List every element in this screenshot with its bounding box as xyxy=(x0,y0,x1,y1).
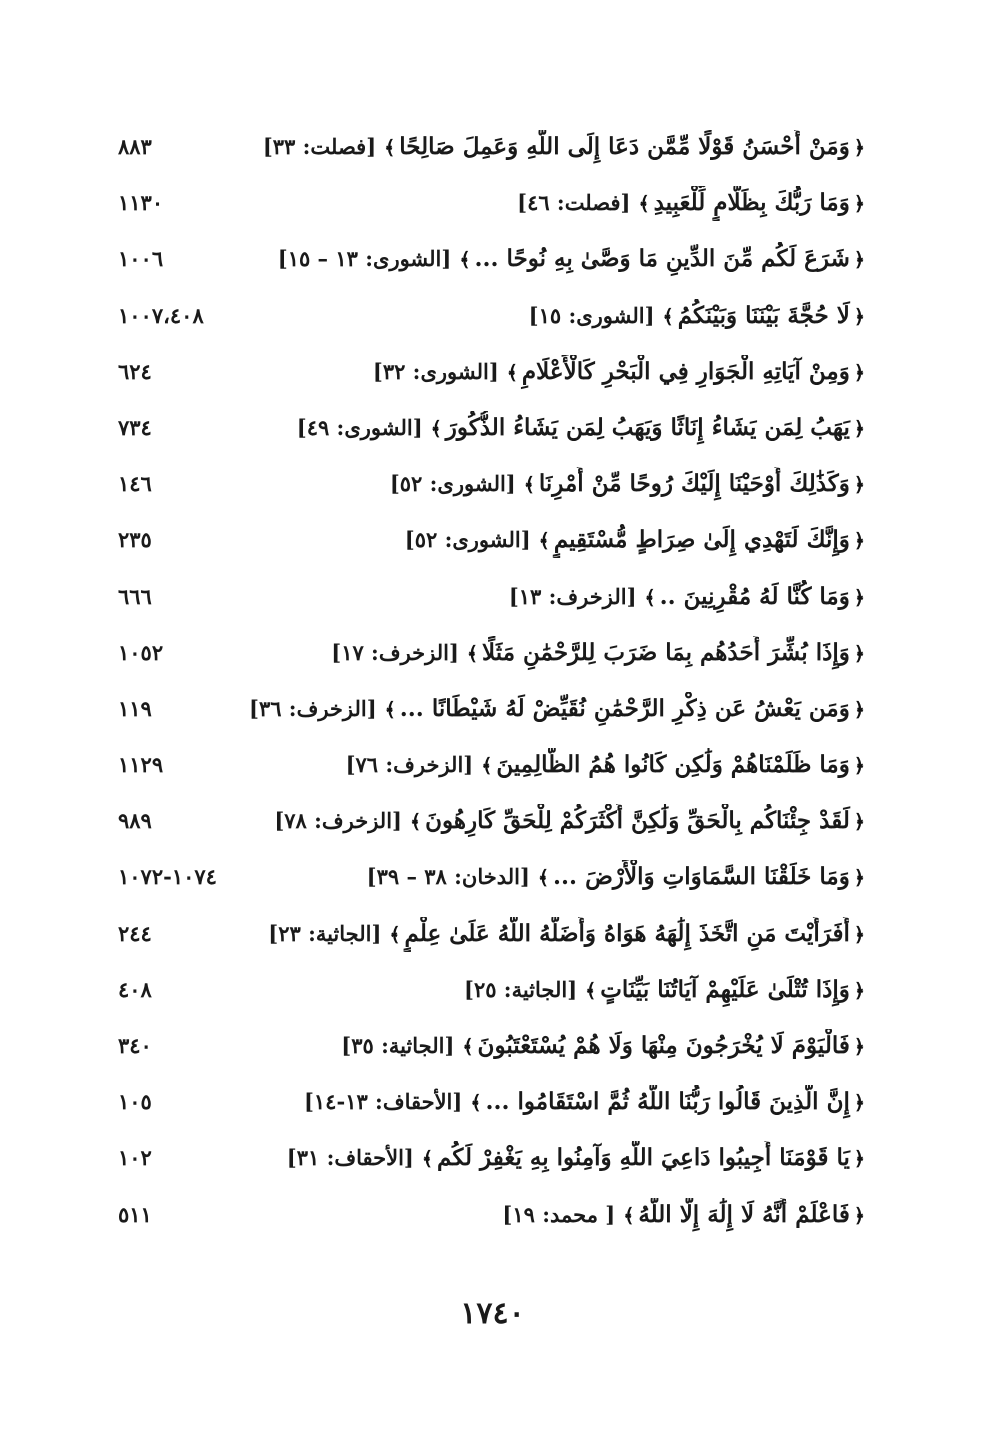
verse-entry xyxy=(367,860,867,895)
verse-reference: [الشورى: ٥٢] xyxy=(389,471,516,497)
verse-reference: [الزخرف: ١٣] xyxy=(508,583,637,609)
verse-reference: [الأحقاف: ١٣-١٤] xyxy=(303,1089,463,1115)
verse-entry xyxy=(346,748,867,783)
ornament-open-icon: ﴿ xyxy=(853,474,865,497)
ornament-close-icon: ﴾ xyxy=(662,305,674,328)
verse-reference: [الدخان: ٣٨ – ٣٩] xyxy=(366,864,530,890)
verse-text: وَمَا كُنَّا لَهُ مُقْرِنِينَ .. xyxy=(659,582,850,610)
ornament-close-icon: ﴾ xyxy=(389,923,401,946)
page-references: ١١٢٩ xyxy=(118,752,164,778)
verse-entry xyxy=(464,973,867,1008)
ornament-close-icon: ﴾ xyxy=(462,1036,474,1058)
ornament-open-icon: ﴿ xyxy=(853,755,865,778)
page-references: ٦٦٦ xyxy=(118,583,152,609)
verse-entry xyxy=(517,186,867,221)
ornament-close-icon: ﴾ xyxy=(430,417,442,440)
verse-text: وَإِنَّكَ لَتَهْدِي إِلَىٰ صِرَاطٍ مُّسْتَقِيمٍ xyxy=(553,526,850,554)
page-references: ٩٨٩ xyxy=(118,808,152,834)
verse-entry xyxy=(274,804,867,839)
verse-text: شَرَعَ لَكُم مِّنَ الدِّينِ مَا وَصَّىٰ بِهِ نُوحًا ... xyxy=(474,245,850,273)
index-row xyxy=(0,343,985,399)
index-row xyxy=(0,568,985,624)
verse-reference: [الشورى: ٣٢] xyxy=(372,358,499,384)
verse-reference: [الجاثية: ٣٥] xyxy=(341,1033,455,1058)
ornament-open-icon: ﴿ xyxy=(853,867,865,890)
verse-text: لَا حُجَّةَ بَيْنَنَا وَبَيْنَكُمُ xyxy=(677,301,850,329)
verse-reference: [الزخرف: ١٧] xyxy=(331,639,459,665)
ornament-open-icon: ﴿ xyxy=(853,1148,865,1171)
ornament-close-icon: ﴾ xyxy=(466,642,479,665)
page-references: ٤٠٨ xyxy=(118,976,152,1002)
page-references: ٣٤٠ xyxy=(118,1033,152,1058)
verse-text: وَإِذَا تُتْلَىٰ عَلَيْهِمْ آيَاتُنَا بَيِّنَاتٍ xyxy=(600,975,850,1003)
verse-text: وَإِذَا بُشِّرَ أَحَدُهُم بِمَا ضَرَبَ لِلرَّحْمَٰنِ مَثَلًا xyxy=(482,638,850,666)
page-references: ١٠٠٦ xyxy=(118,246,164,272)
verse-entry xyxy=(287,1141,867,1176)
index-row xyxy=(0,230,985,286)
verse-entry xyxy=(304,1085,867,1120)
index-row xyxy=(0,1017,985,1073)
verse-entry xyxy=(390,467,867,502)
verse-entry xyxy=(263,130,867,165)
index-row xyxy=(0,736,985,792)
verse-reference: [الشورى: ٥٢] xyxy=(404,527,531,553)
verse-reference: [فصلت: ٤٦] xyxy=(517,190,631,216)
verse-text: وَمِنْ آيَاتِهِ الْجَوَارِ فِي الْبَحْرِ كَالْأَعْلَامِ xyxy=(521,357,850,385)
page-number: ١٧٤٠ xyxy=(460,1296,525,1331)
verse-text: يَهَبُ لِمَن يَشَاءُ إِنَاثًا وَيَهَبُ لِمَن يَشَاءُ الذُّكُورَ xyxy=(445,413,850,441)
index-row xyxy=(0,1129,985,1185)
verse-text: وَمَا خَلَقْنَا السَّمَاوَاتِ وَالْأَرْضَ ... xyxy=(553,863,850,891)
index-row xyxy=(0,511,985,567)
page-references: ١٠٥ xyxy=(118,1089,152,1115)
verse-reference: [الشورى: ١٥] xyxy=(528,302,655,328)
page-references: ٢٣٥ xyxy=(118,527,152,553)
ornament-close-icon: ﴾ xyxy=(459,249,471,272)
verse-reference: [الجاثية: ٢٣] xyxy=(268,920,382,946)
verse-entry xyxy=(297,411,867,446)
verse-entry xyxy=(405,523,867,558)
ornament-open-icon: ﴿ xyxy=(853,530,865,553)
verse-reference: [فصلت: ٣٣] xyxy=(262,134,377,159)
page-references: ٦٢٤ xyxy=(118,358,152,384)
page-references: ١١٩ xyxy=(118,695,152,721)
page-references: ٢٤٤ xyxy=(118,920,152,946)
verse-text: فَالْيَوْمَ لَا يُخْرَجُونَ مِنْهَا وَلَا هُمْ يُسْتَعْتَبُونَ xyxy=(477,1032,850,1059)
ornament-close-icon: ﴾ xyxy=(537,867,550,890)
ornament-open-icon: ﴿ xyxy=(853,698,865,721)
verse-entry xyxy=(341,1029,867,1064)
verse-text: وَمَن يَعْشُ عَن ذِكْرِ الرَّحْمَٰنِ نُقَيِّضْ لَهُ شَيْطَانًا ... xyxy=(399,694,850,722)
verse-reference: [الزخرف: ٣٦] xyxy=(249,695,377,721)
verse-text: لَقَدْ جِئْنَاكُم بِالْحَقِّ وَلَٰكِنَّ أَكْثَرَكُمْ لِلْحَقِّ كَارِهُونَ xyxy=(425,807,850,835)
ornament-open-icon: ﴿ xyxy=(853,923,865,946)
index-row xyxy=(0,399,985,455)
ornament-close-icon: ﴾ xyxy=(481,755,493,778)
verse-entry xyxy=(373,355,867,390)
verse-text: إِنَّ الَّذِينَ قَالُوا رَبُّنَا اللَّهُ ثُمَّ اسْتَقَامُوا ... xyxy=(485,1088,850,1116)
verse-entry xyxy=(502,1198,867,1233)
verse-reference: [الشورى: ١٣ – ١٥] xyxy=(277,246,452,272)
ornament-close-icon: ﴾ xyxy=(409,811,422,834)
verse-entry xyxy=(278,242,867,277)
ornament-open-icon: ﴿ xyxy=(853,1036,865,1058)
verse-text: وَمَا رَبُّكَ بِظَلَّامٍ لِّلْعَبِيدِ xyxy=(653,189,850,217)
verse-text: وَمَا ظَلَمْنَاهُمْ وَلَٰكِن كَانُوا هُمُ الظَّالِمِينَ xyxy=(496,751,850,779)
verse-reference: [الجاثية: ٢٥] xyxy=(464,976,578,1002)
verse-text: وَكَذَٰلِكَ أَوْحَيْنَا إِلَيْكَ رُوحًا مِّنْ أَمْرِنَا xyxy=(538,470,850,498)
ornament-open-icon: ﴿ xyxy=(853,193,865,216)
page-references: ١٠٢ xyxy=(118,1145,152,1171)
ornament-close-icon: ﴾ xyxy=(644,586,656,609)
verse-reference: [الزخرف: ٧٦] xyxy=(345,752,474,778)
ornament-open-icon: ﴿ xyxy=(853,1092,865,1115)
ornament-open-icon: ﴿ xyxy=(853,811,865,834)
verse-entry xyxy=(331,636,867,671)
verse-index-list xyxy=(0,118,985,1242)
index-row xyxy=(0,1186,985,1242)
ornament-open-icon: ﴿ xyxy=(853,979,865,1002)
page-references: ١٠٠٧،٤٠٨ xyxy=(118,302,204,328)
page-references: ١١٣٠ xyxy=(118,190,164,216)
verse-entry xyxy=(268,917,867,952)
ornament-close-icon: ﴾ xyxy=(585,979,597,1002)
verse-reference: [الأحقاف: ٣١] xyxy=(286,1145,414,1171)
index-row xyxy=(0,961,985,1017)
ornament-open-icon: ﴿ xyxy=(853,642,865,665)
ornament-close-icon: ﴾ xyxy=(523,474,535,497)
verse-entry xyxy=(529,299,867,334)
verse-reference: [ محمد: ١٩] xyxy=(502,1201,616,1227)
ornament-close-icon: ﴾ xyxy=(638,193,650,216)
page-references: ٧٣٤ xyxy=(118,414,152,440)
page-references: ١٤٦ xyxy=(118,471,152,497)
ornament-open-icon: ﴿ xyxy=(853,417,865,440)
index-row xyxy=(0,848,985,904)
ornament-open-icon: ﴿ xyxy=(853,361,865,384)
verse-text: فَاعْلَمْ أَنَّهُ لَا إِلَٰهَ إِلَّا اللَّهُ xyxy=(638,1200,850,1228)
ornament-open-icon: ﴿ xyxy=(853,305,865,328)
index-row xyxy=(0,287,985,343)
index-row xyxy=(0,680,985,736)
page-references: ١٠٧٤-١٠٧٢ xyxy=(118,864,217,890)
ornament-open-icon: ﴿ xyxy=(853,137,865,159)
verse-text: يَا قَوْمَنَا أَجِيبُوا دَاعِيَ اللَّهِ وَآمِنُوا بِهِ يَغْفِرْ لَكُم xyxy=(437,1144,850,1172)
verse-reference: [الشورى: ٤٩] xyxy=(296,414,423,440)
index-row xyxy=(0,118,985,174)
ornament-close-icon: ﴾ xyxy=(538,530,550,553)
index-row xyxy=(0,1073,985,1129)
ornament-close-icon: ﴾ xyxy=(623,1204,635,1227)
index-row xyxy=(0,624,985,680)
index-row xyxy=(0,174,985,230)
verse-text: وَمَنْ أَحْسَنُ قَوْلًا مِّمَّن دَعَا إِلَى اللَّهِ وَعَمِلَ صَالِحًا xyxy=(399,133,850,160)
ornament-close-icon: ﴾ xyxy=(470,1092,482,1115)
index-row xyxy=(0,905,985,961)
page-references: ٥١١ xyxy=(118,1201,152,1227)
ornament-close-icon: ﴾ xyxy=(506,361,518,384)
verse-text: أَفَرَأَيْتَ مَنِ اتَّخَذَ إِلَٰهَهُ هَوَاهُ وَأَضَلَّهُ اللَّهُ عَلَىٰ عِلْمٍ xyxy=(404,919,850,947)
page-references: ١٠٥٢ xyxy=(118,639,164,665)
verse-entry xyxy=(509,580,867,615)
ornament-close-icon: ﴾ xyxy=(421,1148,434,1171)
ornament-close-icon: ﴾ xyxy=(384,137,396,159)
index-row xyxy=(0,792,985,848)
ornament-open-icon: ﴿ xyxy=(853,249,865,272)
verse-entry xyxy=(249,692,867,727)
ornament-close-icon: ﴾ xyxy=(384,698,396,721)
verse-reference: [الزخرف: ٧٨] xyxy=(274,808,402,834)
page-references: ٨٨٣ xyxy=(118,134,152,159)
ornament-open-icon: ﴿ xyxy=(853,586,865,609)
index-row xyxy=(0,455,985,511)
ornament-open-icon: ﴿ xyxy=(853,1204,865,1227)
